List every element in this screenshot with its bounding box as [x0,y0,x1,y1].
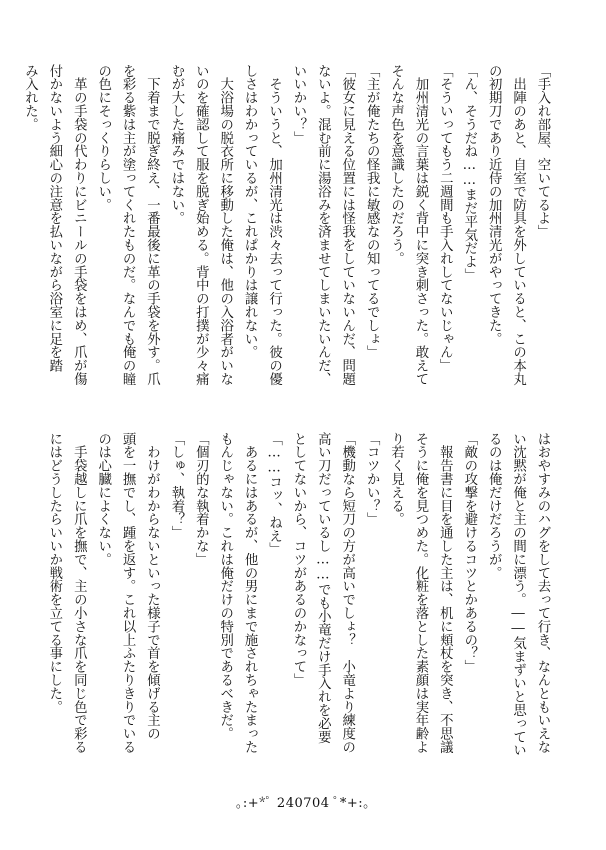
text-line: むが大した痛みではない。 [168,64,184,225]
text-line: 加州清光の言葉は鋭く背中に突き刺さった。敢えて [412,64,428,386]
text-line: み入れた。 [22,64,38,131]
text-line: そうに俺を見つめた。化粧を落とした素顔は実年齢よ [412,432,428,754]
text-line: わけがわからないといった様子で首を傾げる主の [144,432,160,741]
text-line: るのは俺だけだろうが。 [486,432,502,580]
text-line: 手袋越しに爪を撫で、主の小さな爪を同じ色で彩る [71,432,87,754]
text-line: ないよ。混む前に湯浴みを済ませてしまいたいんだ、 [315,64,331,386]
text-line: はおやすみのハグをして去って行き、なんともいえな [535,432,550,754]
text-line: 下着まで脱ぎ終え、一番最後に革の手袋を外す。爪 [144,64,160,386]
text-line: り若く見える。 [388,432,404,526]
text-line: 高い刀だっているし……でも小竜だけ手入れを必要 [315,432,331,744]
text-line: い沈黙が俺と主の間に漂う。――気まずいと思ってい [510,432,526,757]
text-line: のは心臓によくない。 [95,432,111,566]
lower-text-block [46,432,554,757]
text-line: 報告書に目を通した主は、机に頬杖を突き、不思議 [437,432,453,754]
text-line: にはどうしたらいいか戦術を立てる事にした。 [46,432,62,714]
text-line: 「彼女に見える位置には怪我をしていないんだ、問題 [339,64,355,386]
text-line: の色にそっくりらしい。 [95,64,111,212]
text-line: を彩る紫は主が塗ってくれたものだ。なんでも俺の瞳 [120,64,136,386]
text-line: 「敵の攻撃を避けるコツとかあるの？」 [461,432,477,674]
text-line: あるにはあるが、他の男にまで施されちゃたまった [242,432,258,754]
text-line: 「主が俺たちの怪我に敏感なの知ってるでしょ」 [364,64,380,359]
text-line: 「個刃的な執着かな」 [193,432,209,566]
text-line: 大浴場の脱衣所に移動した俺は、他の入浴者がいな [217,64,233,386]
upper-text-block [22,64,554,386]
text-line: いいかい？」 [290,64,306,145]
text-line: 「しゅ、執着？」 [168,432,184,540]
text-line: そんな声色を意識したのだろう。 [388,64,404,265]
text-line: 付かないよう細心の注意を払いながら浴室に足を踏 [46,64,62,373]
text-line: 「コツかい？」 [364,432,380,526]
text-line: 「機動なら短刀の方が高いでしょ？ 小竜より練度の [339,432,355,754]
text-line: いのを確認して服を脱ぎ始める。背中の打撲が少々痛 [193,64,209,386]
text-line: の初期刀であり近侍の加州清光がやってきた。 [486,64,502,346]
text-line: 頭を一撫でし、踵を返す。これ以上ふたりきりでいる [120,432,136,754]
text-line: しさはわかっているが、これぱかりは譲れない。 [242,64,258,359]
text-line: 「そういってもう二週間も手入れしてないじゃん」 [437,64,453,373]
text-line: 出陣のあと、自室で防具を外していると、この本丸 [510,64,526,386]
text-line: 「手入れ部屋、空いてるよ」 [535,64,550,239]
text-line [0,64,17,382]
text-line: そういうと、加州清光は渋々去って行った。彼の優 [266,64,282,386]
text-line: 革の手袋の代わりにビニールの手袋をはめ、爪が傷 [71,64,87,386]
text-line: 「……コッ、ねえ」 [266,432,282,556]
text-line: もんじゃない。これは俺だけの特別であるべきだ。 [217,432,233,741]
text-line: 「ん、そうだね……まだ平気だよ」 [461,64,477,282]
text-line: としてないから、コツがあるのかなって」 [290,432,306,687]
page-folio: ｡:+*ﾟ 240704 ﾟ*+:｡ [235,796,371,811]
